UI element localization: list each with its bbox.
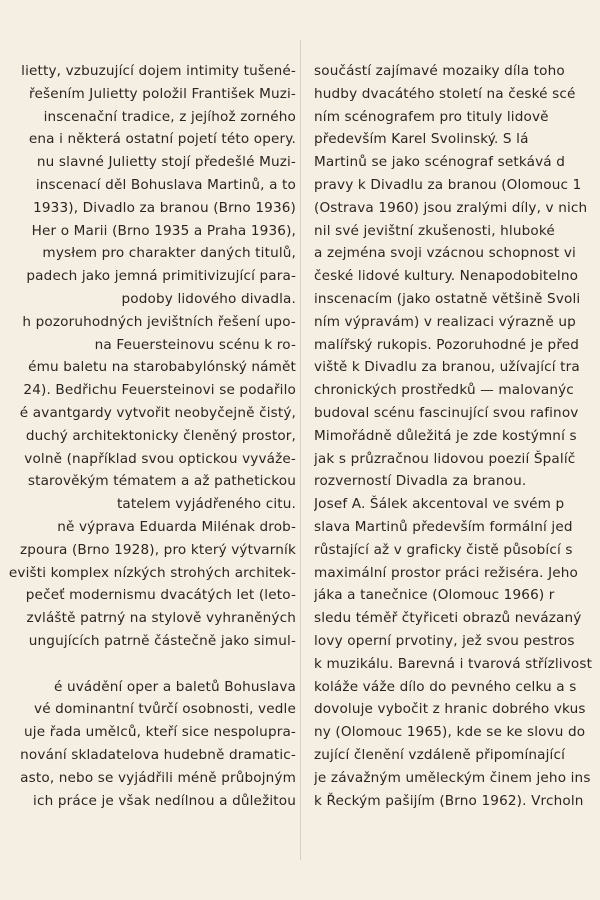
text-line: nil své jevištní zkušenosti, hluboké <box>314 222 555 239</box>
text-line: hudby dvacátého století na české scé <box>314 85 576 102</box>
column-gutter <box>300 40 301 860</box>
text-line: starověkým tématem a až pathetickou <box>27 473 296 490</box>
text-line: ena i některá ostatní pojetí této opery. <box>28 131 296 148</box>
text-line: sledu téměř čtyřiceti obrazů nevázaný <box>314 610 582 627</box>
text-line: (Ostrava 1960) jsou zralými díly, v nich <box>314 199 588 216</box>
text-line: české lidové kultury. Nenapodobitelno <box>314 268 579 285</box>
text-line: především Karel Svolinský. S lá <box>314 131 529 148</box>
text-line: jáka a tanečnice (Olomouc 1966) r <box>314 587 555 604</box>
text-line: a zejména svoji vzácnou schopnost vi <box>314 245 576 262</box>
text-line: inscenacím (jako ostatně většině Svoli <box>314 290 581 307</box>
text-line: jak s průzračnou lidovou poezií Špalíč <box>314 450 576 467</box>
text-line: ním výpravám) v realizaci výrazně up <box>314 313 576 330</box>
text-line: ny (Olomouc 1965), kde se ke slovu do <box>314 724 586 741</box>
text-line: tatelem vyjádřeného citu. <box>116 496 296 513</box>
text-line: ému baletu na starobabylónský námět <box>28 359 296 376</box>
text-line: lovy operní prvotiny, jež svou pestros <box>314 632 575 649</box>
text-line: duchý architektonicky členěný prostor, <box>25 427 296 444</box>
text-line: é avantgardy vytvořit neobyčejně čistý, <box>19 404 296 421</box>
text-line: maximální prostor práci režiséra. Jeho <box>314 564 579 581</box>
text-line: inscenací děl Bohuslava Martinů, a to <box>35 176 296 193</box>
text-line: Josef A. Šálek akcentoval ve svém p <box>314 496 565 513</box>
text-line: řešením Julietty položil František Muzi- <box>29 85 296 102</box>
text-line: slava Martinů především formální jed <box>314 518 573 535</box>
text-line: pravy k Divadlu za branou (Olomouc 1 <box>314 176 582 193</box>
text-line: pečeť modernismu dvacátých let (leto- <box>25 587 296 604</box>
text-line: zvláště patrný na stylově vyhraněných <box>26 610 296 627</box>
text-line: ním scénografem pro tituly lidově <box>314 108 549 125</box>
text-line: malířský rukopis. Pozoruhodné je před <box>314 336 580 353</box>
text-line: nování skladatelova hudebně dramatic- <box>20 746 296 763</box>
text-line: podoby lidového divadla. <box>121 290 296 307</box>
text-line: uje řada umělců, kteří sice nespolupra- <box>24 724 296 741</box>
left-text-column <box>0 60 296 812</box>
text-line: k Řeckým pašijím (Brno 1962). Vrcholn <box>314 792 584 809</box>
text-line: Her o Marii (Brno 1935 a Praha 1936), <box>31 222 296 239</box>
text-line: ně výprava Eduarda Milénak drob- <box>57 518 296 535</box>
text-line: h pozoruhodných jevištních řešení upo- <box>22 313 296 330</box>
text-line: viště k Divadlu za branou, užívající tra <box>314 359 580 376</box>
text-line: lietty, vzbuzující dojem intimity tušené- <box>21 63 296 79</box>
text-line: koláže váže dílo do pevného celku a s <box>314 678 577 695</box>
text-line: součástí zajímavé mozaiky díla toho <box>314 63 565 79</box>
text-line: růstající až v graficky čistě působící s <box>314 541 573 558</box>
text-line: volně (například svou optickou vyváže- <box>24 450 296 467</box>
text-line: budoval scénu fascinující svou rafinov <box>314 404 579 421</box>
text-line: inscenační tradice, z jejíhož zorného <box>43 108 296 125</box>
text-line: Mimořádně důležitá je zde kostýmní s <box>314 427 577 444</box>
text-line: nu slavné Julietty stojí předešlé Muzi- <box>36 154 296 171</box>
text-line: je závažným uměleckým činem jeho ins <box>314 769 591 786</box>
text-line: k muzikálu. Barevná i tvarová střízlivost <box>314 655 593 672</box>
right-text-column <box>314 60 600 812</box>
text-line: na Feuersteinovu scénu k ro- <box>94 336 296 353</box>
text-line: evišti komplex nízkých strohých architek- <box>8 564 296 581</box>
text-line: ungujících patrně částečně jako simul- <box>28 632 296 649</box>
text-line: padech jako jemná primitivizující para- <box>26 268 296 285</box>
text-line: dovoluje vybočit z hranic dobrého vkus <box>314 701 586 718</box>
text-line: mysłem pro charakter daných titulů, <box>42 245 296 262</box>
text-line: zující členění vzdáleně připomínající <box>314 746 566 763</box>
text-line: Martinů se jako scénograf setkává d <box>314 154 566 171</box>
text-line: asto, nebo se vyjádřili méně průbojným <box>20 769 296 786</box>
text-line: ich práce je však nedílnou a důležitou <box>33 792 296 809</box>
text-line: rozverností Divadla za branou. <box>314 473 527 490</box>
text-line: chronických prostředků — malovanýc <box>314 382 574 399</box>
text-line: vé dominantní tvůrčí osobnosti, vedle <box>34 701 296 718</box>
text-line: é uvádění oper a baletů Bohuslava <box>53 678 296 695</box>
text-line: zpoura (Brno 1928), pro který výtvarník <box>19 541 296 558</box>
text-line: 1933), Divadlo za branou (Brno 1936) <box>33 199 296 216</box>
blank-line <box>0 653 296 676</box>
text-line: 24). Bedřichu Feuersteinovi se podařilo <box>23 382 296 399</box>
